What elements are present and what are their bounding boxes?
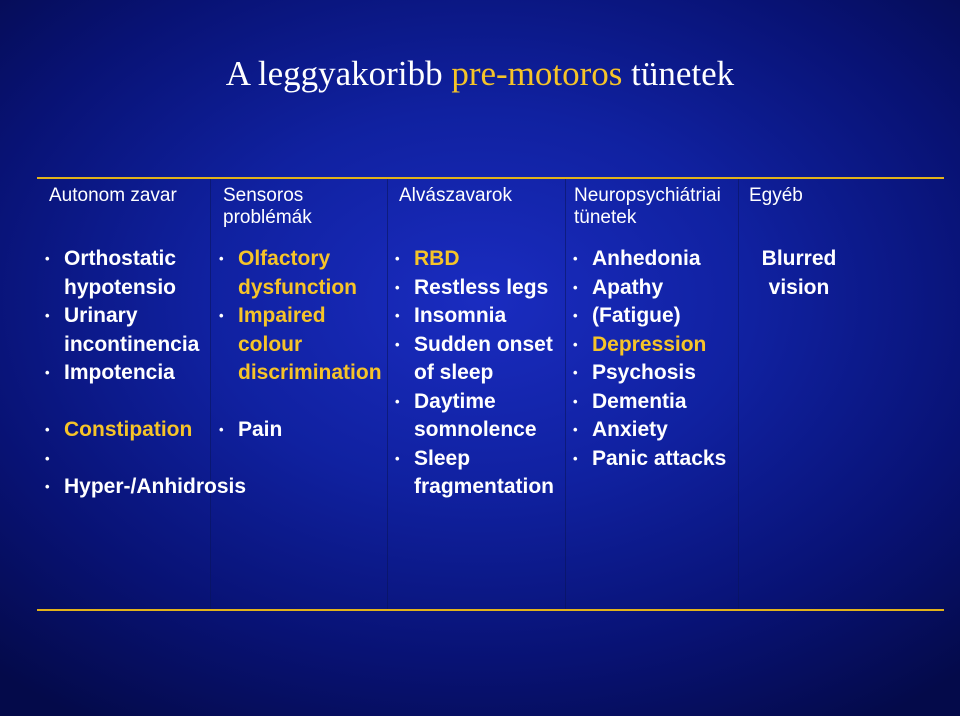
- list-item: • Panic attacks: [572, 445, 738, 474]
- title-part-3: tünetek: [622, 54, 735, 93]
- list-item: • Insomnia: [394, 302, 554, 331]
- list-item: • Constipation: [44, 416, 206, 445]
- column-divider: [565, 179, 566, 609]
- list-item: • (Fatigue): [572, 302, 738, 331]
- list-item: • Impotencia: [44, 359, 206, 388]
- list-item: • Depression: [572, 331, 738, 360]
- column-divider: [210, 179, 211, 609]
- column-header: Sensoros problémák: [223, 185, 312, 228]
- slide-title: [0, 54, 960, 94]
- list-item: • Olfactory dysfunction: [218, 245, 380, 302]
- list-item: • Psychosis: [572, 359, 738, 388]
- symptom-list: [572, 245, 738, 473]
- title-highlight: pre-motoros: [451, 54, 623, 93]
- table-top-rule: [37, 177, 944, 179]
- column-divider: [738, 179, 739, 609]
- list-item: Blurred vision: [761, 247, 837, 299]
- list-item: • RBD: [394, 245, 554, 274]
- list-item: • Anxiety: [572, 416, 738, 445]
- column-header: Autonom zavar: [49, 185, 177, 206]
- list-item: [44, 445, 206, 474]
- list-item: • Sudden onset of sleep: [394, 331, 554, 388]
- list-item: • Pain: [218, 416, 380, 445]
- column-header: Alvászavarok: [399, 185, 512, 206]
- list-item: • Sleep fragmentation: [394, 445, 554, 502]
- symptom-list: [394, 245, 554, 502]
- symptom-table: [37, 177, 944, 611]
- column-header: Egyéb: [749, 185, 803, 206]
- list-item: • Restless legs: [394, 274, 554, 303]
- list-item: • Impaired colour discrimination: [218, 302, 380, 388]
- column-header: Neuropsychiátriai tünetek: [574, 185, 721, 228]
- list-item: • Anhedonia: [572, 245, 738, 274]
- list-item: • Hyper-/Anhidrosis: [45, 475, 247, 498]
- column-divider: [387, 179, 388, 609]
- list-item: • Dementia: [572, 388, 738, 417]
- symptom-list: [44, 245, 247, 502]
- list-item: • Urinary incontinencia: [44, 302, 206, 359]
- table-bottom-rule: [37, 609, 944, 611]
- title-part-1: A leggyakoribb: [225, 54, 452, 93]
- list-item: • Apathy: [572, 274, 738, 303]
- list-item: • Orthostatic hypotensio: [44, 245, 206, 302]
- symptom-list: [218, 245, 380, 445]
- list-item: • Daytime somnolence: [394, 388, 554, 445]
